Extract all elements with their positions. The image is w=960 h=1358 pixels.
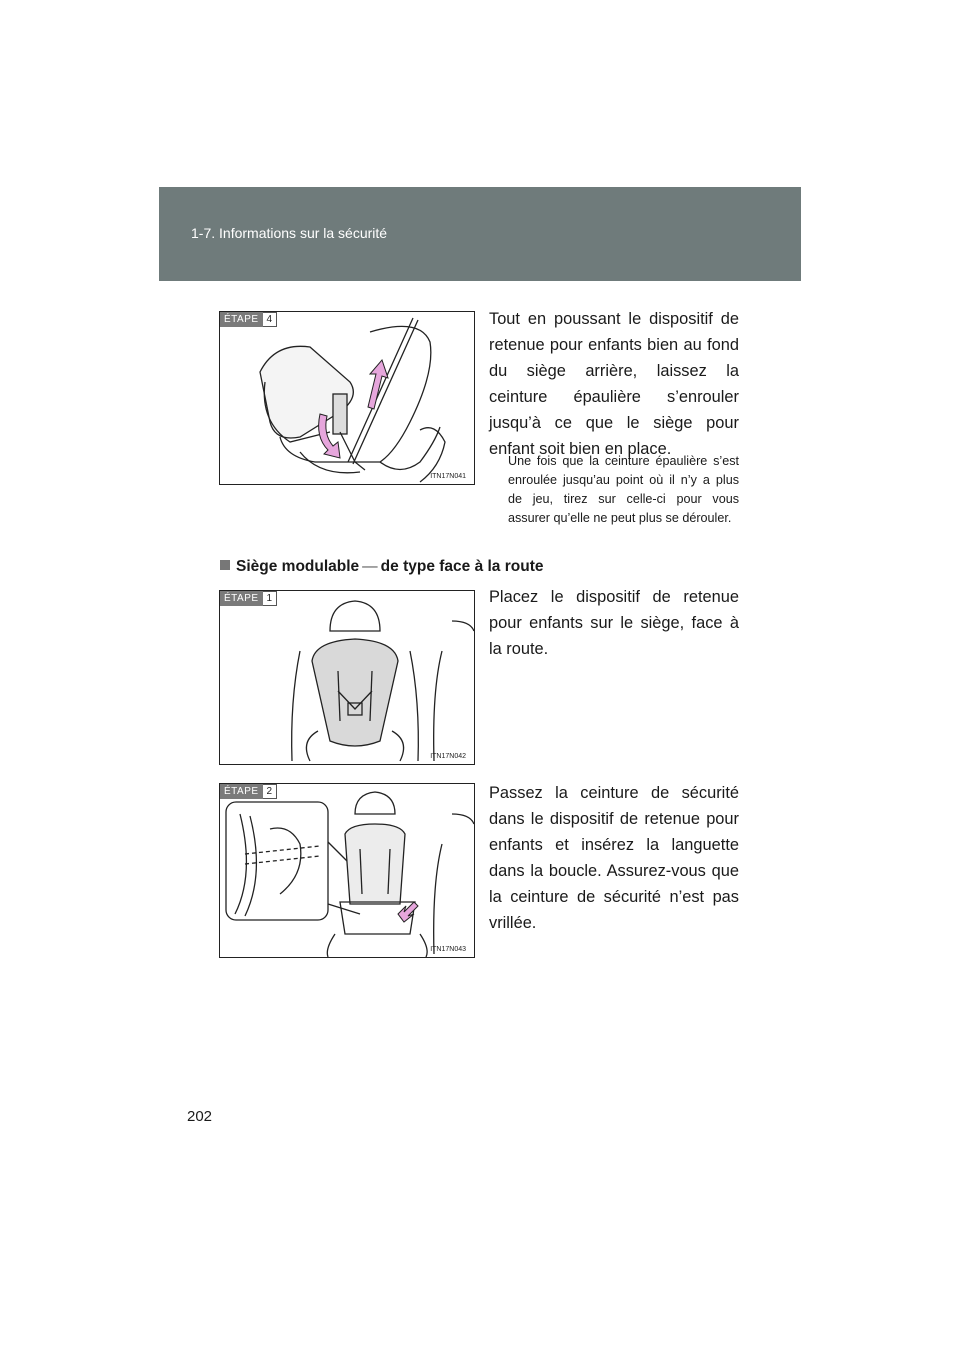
step-badge-label: ÉTAPE (220, 591, 263, 606)
step-badge-number: 4 (263, 312, 278, 327)
figure-step-4 (219, 311, 475, 485)
page-number: 202 (187, 1108, 213, 1125)
section-title: 1-7. Informations sur la sécurité (191, 225, 388, 241)
belt-routing-illustration (220, 784, 474, 957)
infant-seat-illustration (220, 312, 474, 484)
header-band (159, 187, 801, 281)
subsection-title-a: Siège modulable (236, 558, 360, 575)
step-badge-number: 1 (263, 591, 278, 606)
subsection-dash: — (362, 558, 378, 575)
figure-step-2 (219, 783, 475, 958)
step-badge-label: ÉTAPE (220, 312, 263, 327)
figure-step-1 (219, 590, 475, 765)
subsection-heading (220, 558, 543, 576)
step-badge-label: ÉTAPE (220, 784, 263, 799)
square-bullet-icon (220, 560, 230, 570)
figure-code: ITN17N042 (430, 753, 466, 760)
step-badge-number: 2 (263, 784, 278, 799)
subsection-title-b: de type face à la route (380, 558, 544, 575)
step-1-text: Placez le dispositif de retenue pour enfants sur le siège, face à la route. (489, 588, 739, 658)
step-badge (220, 312, 277, 327)
step-4-note: Une fois que la ceinture épaulière s’est enroulée jusqu’au point où il n’y a plus de jeu, tirez sur celle-ci pour vous assurer qu’elle ne peut plus se dérouler. (508, 454, 739, 525)
step-4-text: Tout en poussant le dispositif de retenue pour enfants bien au fond du siège arrière, laissez la ceinture épaulière s’enrouler jusqu’à ce que le siège pour enfant soit bien en place. (489, 310, 739, 458)
step-badge (220, 784, 277, 799)
forward-seat-illustration (220, 591, 474, 764)
step-2-text: Passez la ceinture de sécurité dans le dispositif de retenue pour enfants et insérez la languette dans la boucle. Assurez-vous que la ceinture de sécurité n’est pas vrillée. (489, 784, 739, 932)
step-badge (220, 591, 277, 606)
figure-code: ITN17N041 (430, 473, 466, 480)
figure-code: ITN17N043 (430, 946, 466, 953)
